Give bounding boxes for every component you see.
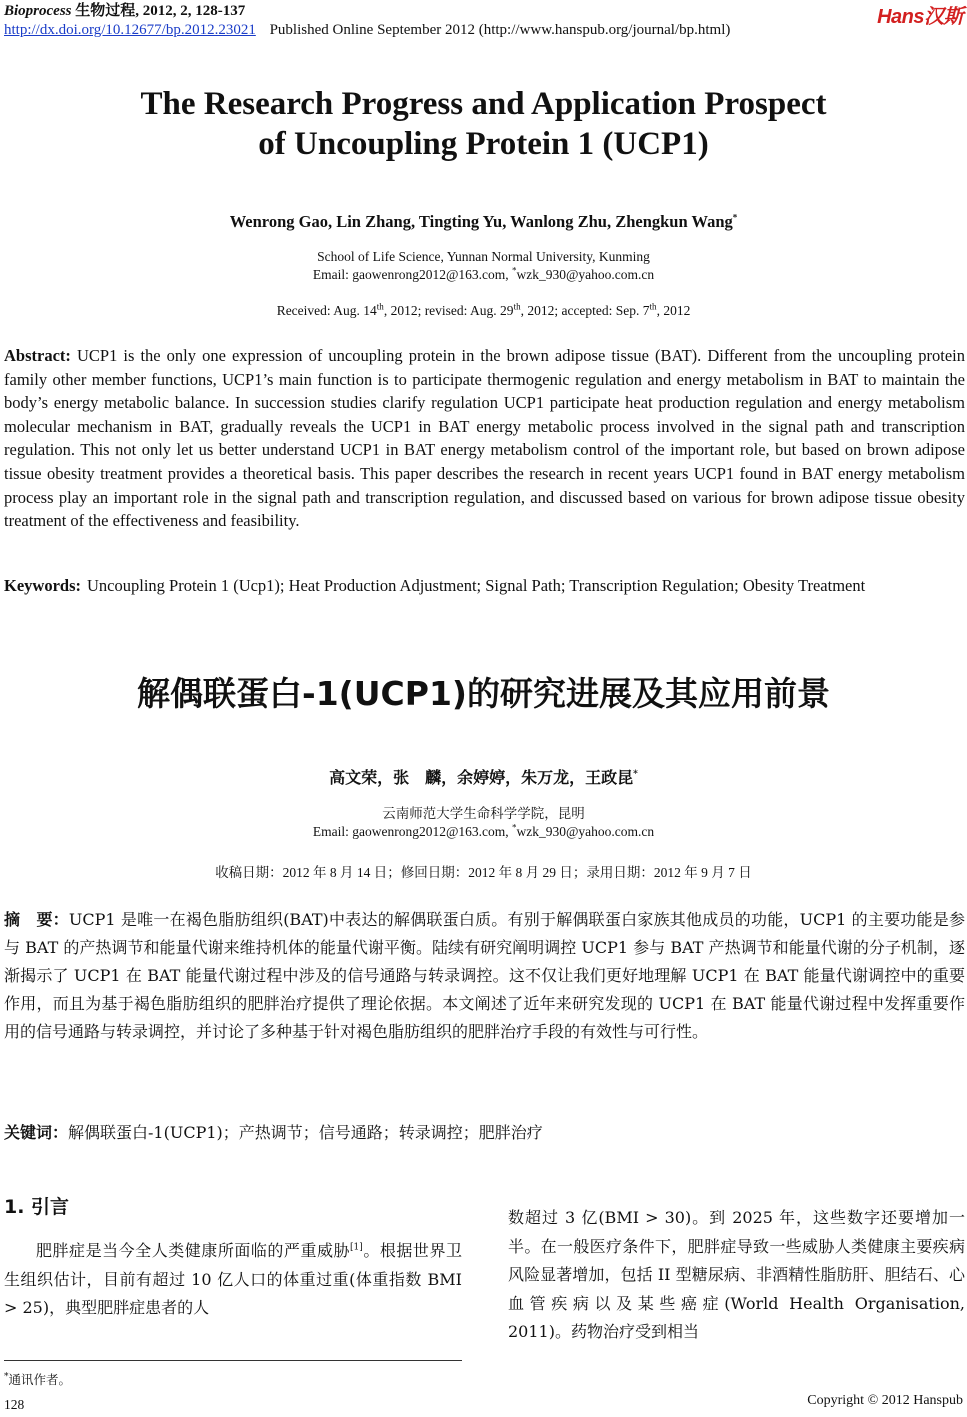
abstract-label: Abstract:: [4, 346, 71, 365]
email-mark: *: [512, 265, 517, 276]
published-online: Published Online September 2012 (http://www.hanspub.org/journal/bp.html): [269, 22, 731, 38]
received-date: Received: Aug. 14: [276, 303, 377, 318]
footnote-divider: [4, 1360, 462, 1361]
footnote-mark: *: [4, 1371, 9, 1382]
revised-date: , 2012; revised: Aug. 29: [383, 303, 514, 318]
reference-link[interactable]: [1]: [350, 1242, 363, 1253]
running-header: [4, 2, 730, 40]
email-prefix: Email: gaowenrong2012@163.com,: [312, 267, 512, 282]
affiliation-text-cn: 云南师范大学生命科学学院，昆明: [382, 806, 585, 821]
chinese-keywords: [4, 1120, 965, 1143]
english-authors: [0, 212, 967, 232]
email-line: [0, 266, 967, 284]
para-text: 。根据世界卫生组织估计，目前有超过 10 亿人口的体重过重(体重指数 BMI > 25)，典型肥胖症患者的人: [4, 1241, 462, 1317]
citation: , 2012, 2, 128-137: [135, 3, 246, 19]
abstract-text: UCP1 is the only one expression of uncoupling protein in the brown adipose tissue (BAT). Different from the uncoupling protein family other member functions, UCP1’s main function is to participate thermogenic regulation and energy metabolism in BAT to maintain the body’s energy metabolic balance. In succession studies clarify regulation UCP1 participate heat production regulation and energy metabolism molecular mechanism in BAT, gradually reveals the UCP1 in BAT energy metabolic process involved in the signal path and transcription regulation. This not only let us better understand UCP1 in BAT energy metabolism control of the important role, but based on brown adipose tissue obesity treatment provides a theoretical basis. This paper describes the research in recent years UCP1 found in BAT energy metabolism process play an important role in the signal path and transcription regulation, and discussed based on various for brown adipose tissue obesity treatment of the effectiveness and feasibility.: [4, 346, 965, 531]
footnote: [4, 1370, 71, 1388]
right-column: 数超过 3 亿(BMI > 30)。到 2025 年，这些数字还要增加一半。在一般医疗条件下，肥胖症导致一些威胁人类健康主要疾病风险显著增加，包括 II 型糖尿病、非酒精性脂肪肝、胆结石、心血管疾病以及某些癌症(World Health Organisation, 2011)。药物治疗受到相当: [508, 1208, 965, 1341]
corresponding-mark: *: [732, 212, 738, 223]
keywords-label: Keywords:: [4, 576, 81, 595]
chinese-dates: 收稿日期：2012 年 8 月 14 日；修回日期：2012 年 8 月 29 日；录用日期：2012 年 9 月 7 日: [215, 865, 752, 880]
affiliation-text: School of Life Science, Yunnan Normal University, Kunming: [317, 249, 650, 264]
year: , 2012: [656, 303, 691, 318]
chinese-affiliation: [0, 805, 967, 841]
author-names-cn: 高文荣，张 麟，余婷婷，朱万龙，王政昆: [329, 768, 634, 787]
doi-link[interactable]: http://dx.doi.org/10.12677/bp.2012.23021: [4, 22, 256, 38]
ordinal: th: [513, 301, 521, 312]
corresponding-mark: *: [633, 769, 638, 780]
publication-line: [4, 21, 730, 40]
title-line-1: The Research Progress and Application Prospect: [140, 86, 827, 122]
english-affiliation: [0, 248, 967, 284]
ordinal: th: [376, 301, 384, 312]
accepted-date: , 2012; accepted: Sep. 7: [520, 303, 650, 318]
chinese-abstract: [4, 906, 965, 1046]
left-column: [4, 1192, 462, 1323]
journal-name: Bioprocess: [4, 3, 72, 19]
email-line-cn: [0, 823, 967, 841]
chinese-title: 解偶联蛋白-1(UCP1)的研究进展及其应用前景: [137, 674, 830, 713]
page-number: 128: [4, 1397, 25, 1412]
email-address: wzk_930@yahoo.com.cn: [516, 824, 655, 839]
chinese-authors: [0, 765, 967, 788]
journal-citation: [4, 2, 730, 21]
abstract-text-cn: UCP1 是唯一在褐色脂肪组织(BAT)中表达的解偶联蛋白质。有别于解偶联蛋白家族其他成员的功能，UCP1 的主要功能是参与 BAT 的产热调节和能量代谢来维持机体的能量代谢平衡。陆续有研究阐明调控 UCP1 参与 BAT 产热调节和能量代谢的分子机制，逐渐揭示了 UCP1 在 BAT 能量代谢过程中涉及的信号通路与转录调控。这不仅让我们更好地理解 UCP1 在 BAT 能量代谢调控中的重要作用，而且为基于褐色脂肪组织的肥胖治疗提供了理论依据。本文阐述了近年来研究发现的 UCP1 在 BAT 能量代谢过程中发挥重要作用的信号通路与转录调控，并讨论了多种基于针对褐色脂肪组织的肥胖治疗手段的有效性与可行性。: [4, 910, 965, 1041]
keywords-text: Uncoupling Protein 1 (Ucp1); Heat Production Adjustment; Signal Path; Transcription Regulation; Obesity Treatment: [87, 576, 866, 595]
abstract-label-cn: 摘 要：: [4, 910, 69, 929]
journal-name-cn: 生物过程: [75, 3, 136, 19]
email-prefix: Email: gaowenrong2012@163.com,: [312, 824, 512, 839]
english-dates: [0, 303, 967, 319]
ordinal: th: [649, 301, 657, 312]
english-keywords: [4, 575, 965, 597]
footnote-text: 通讯作者。: [8, 1372, 72, 1387]
copyright: Copyright © 2012 Hanspub: [807, 1393, 963, 1408]
intro-paragraph: [4, 1237, 462, 1323]
keywords-label-cn: 关键词：: [4, 1123, 69, 1142]
english-abstract: [4, 344, 965, 533]
english-title: [0, 84, 967, 164]
author-names: Wenrong Gao, Lin Zhang, Tingting Yu, Wanlong Zhu, Zhengkun Wang: [229, 212, 733, 231]
keywords-text-cn: 解偶联蛋白-1(UCP1)；产热调节；信号通路；转录调控；肥胖治疗: [68, 1123, 543, 1142]
section-heading: 1. 引言: [4, 1196, 70, 1218]
hanspub-logo: Hans汉斯: [877, 6, 963, 28]
email-mark: *: [512, 822, 517, 833]
para-text: 肥胖症是当今全人类健康所面临的严重威胁: [36, 1241, 351, 1260]
title-line-2: of Uncoupling Protein 1 (UCP1): [258, 126, 709, 162]
email-address: wzk_930@yahoo.com.cn: [516, 267, 655, 282]
